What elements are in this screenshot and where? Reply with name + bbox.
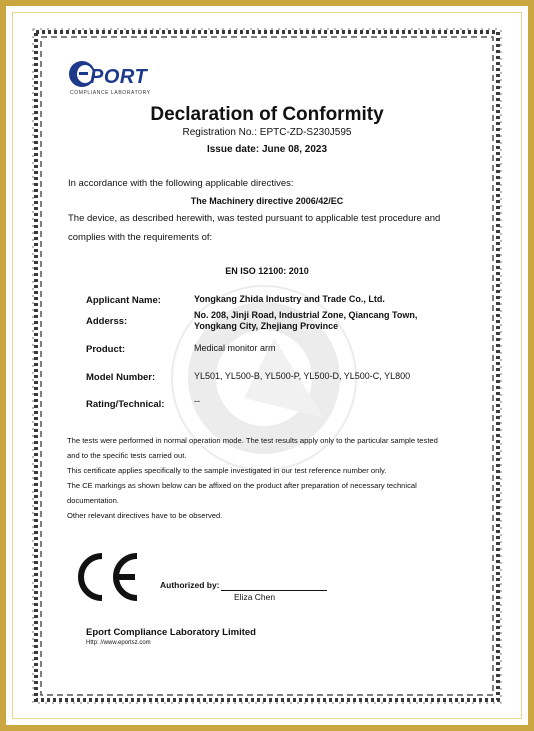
applicant-label: Applicant Name:: [86, 295, 161, 306]
logo-subtitle: COMPLIANCE LABORATORY: [70, 90, 151, 96]
rating-value: --: [194, 396, 200, 406]
tested-text-line1: The device, as described herewith, was tested pursuant to applicable test procedure and: [68, 213, 441, 224]
issue-date: Issue date: June 08, 2023: [206, 144, 328, 155]
ce-mark-icon: [75, 552, 141, 602]
note-2: This certificate applies specifically to the sample investigated in our test reference number only.: [67, 466, 387, 475]
note-3a: The CE markings as shown below can be affixed on the product after preparation of necessary technical: [67, 481, 417, 490]
logo-wordmark: PORT: [90, 66, 148, 88]
model-value: YL501, YL500-B, YL500-P, YL500-D, YL500-C, YL800: [194, 371, 411, 381]
note-3b: documentation.: [67, 496, 119, 505]
standard-text: EN ISO 12100: 2010: [225, 266, 309, 276]
intro-text: In accordance with the following applicable directives:: [68, 178, 294, 189]
note-1b: and to the specific tests carried out.: [67, 451, 187, 460]
note-4: Other relevant directives have to be observed.: [67, 511, 223, 520]
product-label: Product:: [86, 344, 126, 355]
applicant-value: Yongkang Zhida Industry and Trade Co., Ltd.: [194, 294, 385, 304]
signature-line: [221, 590, 327, 591]
signer-name: Eliza Chen: [234, 592, 276, 602]
address-label: Adderss:: [86, 316, 128, 327]
directive-text: The Machinery directive 2006/42/EC: [190, 196, 344, 206]
product-value: Medical monitor arm: [194, 343, 276, 353]
document-title: Declaration of Conformity: [150, 104, 384, 125]
address-value-line1: No. 208, Jinji Road, Industrial Zone, Qiancang Town,: [194, 310, 418, 320]
address-value-line2: Yongkang City, Zhejiang Province: [194, 321, 339, 331]
lab-website: Http: //www.eportsz.com: [86, 640, 151, 646]
rating-label: Rating/Technical:: [86, 399, 165, 410]
lab-name: Eport Compliance Laboratory Limited: [86, 627, 256, 638]
registration-number: Registration No.: EPTC-ZD-S230J595: [182, 127, 352, 138]
note-1a: The tests were performed in normal operation mode. The test results apply only to the particular sample tested: [67, 436, 438, 445]
authorized-by-label: Authorized by:: [160, 580, 220, 590]
tested-text-line2: complies with the requirements of:: [68, 232, 213, 243]
model-label: Model Number:: [86, 372, 156, 383]
